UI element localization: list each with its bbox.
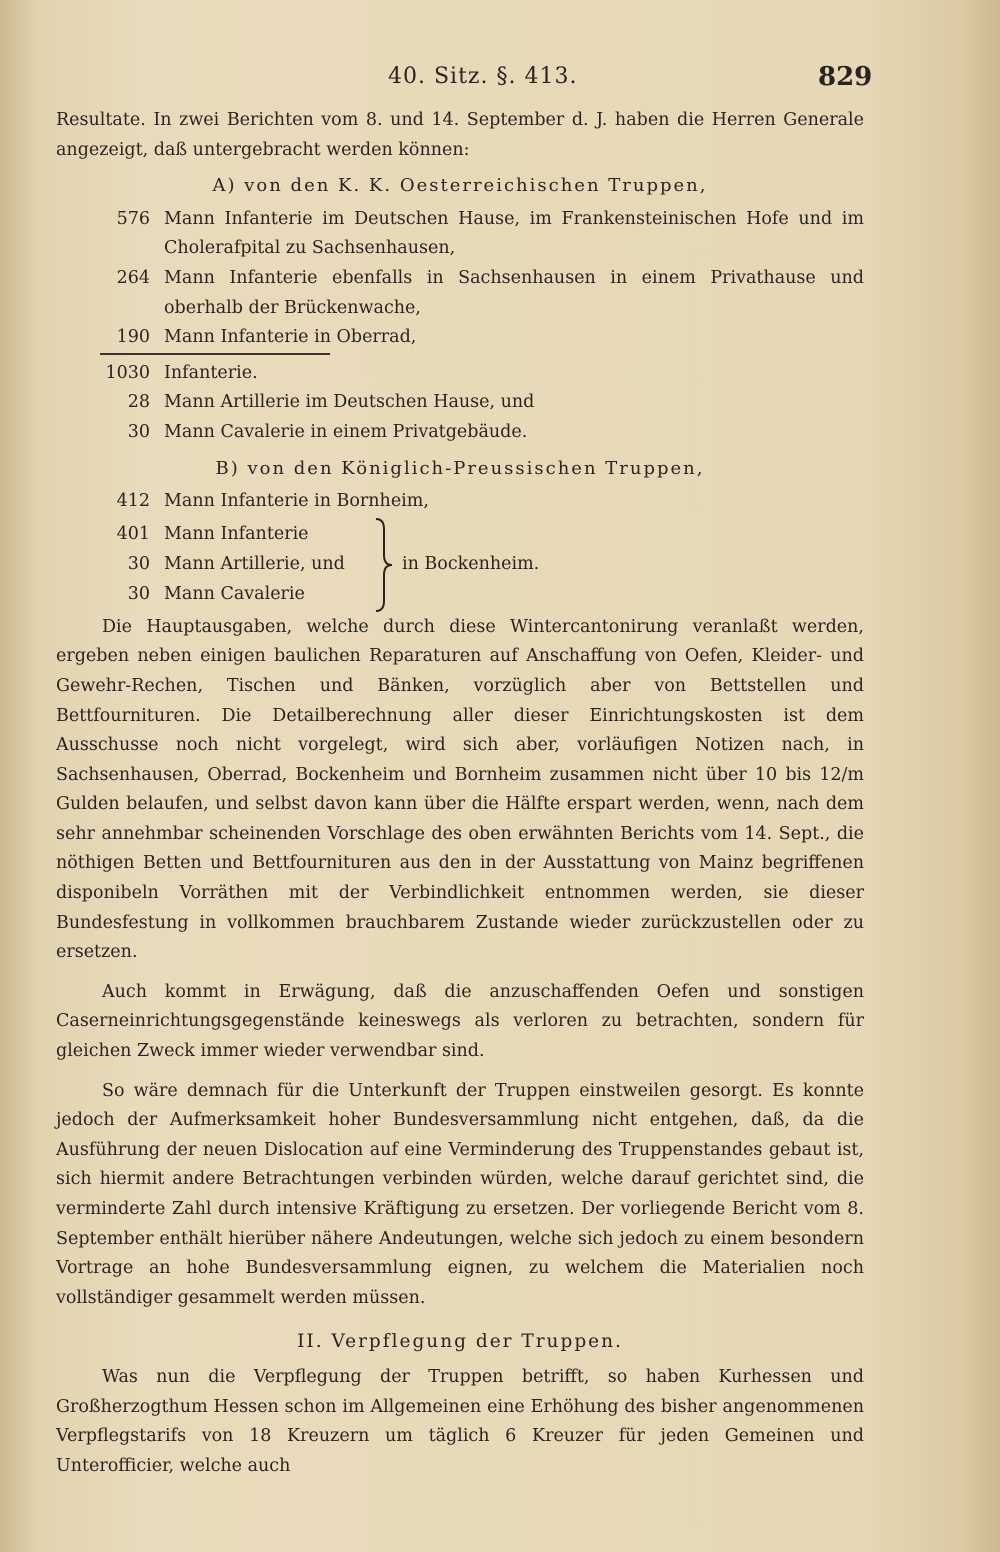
troop-description: Mann Infanterie: [164, 524, 309, 545]
troop-description: Mann Infanterie im Deutschen Hause, im Frankensteinischen Hofe und im Cholerafpital zu Sachsenhausen,: [164, 208, 864, 259]
group-location: in Bockenheim.: [402, 553, 540, 574]
troop-count: 28: [127, 392, 150, 413]
paragraph: Die Hauptausgaben, welche durch diese Wintercantonirung veranlaßt werden, ergeben neben einigen baulichen Reparaturen auf Anschaffung von Oefen, Kleider- und Gewehr-Rechen, Tischen und Bänken, vorzüglich aber von Bettstellen und Bettfournituren. Die Detailberechnung aller dieser Einrichtungskosten ist dem Ausschusse noch nicht vorgelegt, wird sich aber, vorläufigen Notizen nach, in Sachsenhausen, Oberrad, Bockenheim und Bornheim zusammen nicht über 10 bis 12/m Gulden belaufen, und selbst davon kann über die Hälfte erspart werden, wenn, nach dem sehr annehmbar scheinenden Vorschlage des oben erwähnten Berichts vom 14. Sept., die nöthigen Betten und Bettfournituren aus den in der Ausstattung von Mainz begriffenen disponibeln Vorräthen mit der Verbindlichkeit entnommen werden, sie dieser Bundesfestung in vollkommen brauchbarem Zustande wieder zurückzustellen oder zu ersetzen.: [56, 616, 864, 963]
troop-count: 264: [116, 267, 150, 288]
page-number: 829: [818, 62, 873, 92]
troop-description: Mann Infanterie in Oberrad,: [164, 327, 417, 348]
list-item: [56, 323, 864, 353]
section-2-heading: II. Verpflegung der Truppen.: [297, 1331, 623, 1353]
list-item: [56, 418, 864, 448]
list-item: [56, 264, 864, 323]
braced-group: [56, 517, 864, 613]
list-item: [56, 359, 864, 389]
troop-count: 1030: [105, 362, 150, 383]
list-item: [56, 487, 864, 517]
troop-description: Infanterie.: [164, 362, 258, 383]
list-item: [56, 580, 372, 610]
troop-description: Mann Infanterie ebenfalls in Sachsenhausen in einem Privathause und oberhalb der Brückenwache,: [164, 267, 864, 318]
list-item: [56, 520, 372, 550]
troop-description: Mann Cavalerie: [164, 583, 305, 604]
troop-count: 30: [127, 553, 150, 574]
braced-rows: [56, 520, 372, 609]
sum-rule: [100, 353, 330, 355]
troop-count: 412: [116, 491, 150, 512]
page-header: [0, 64, 1000, 100]
running-head: 40. Sitz. §. 413.: [388, 64, 578, 89]
troop-count: 401: [116, 524, 150, 545]
troop-description: Mann Artillerie, und: [164, 553, 345, 574]
intro-paragraph: Resultate. In zwei Berichten vom 8. und 14. September d. J. haben die Herren Generale angezeigt, daß untergebracht werden können:: [56, 110, 864, 160]
troop-description: Mann Cavalerie in einem Privatgebäude.: [164, 421, 528, 442]
list-item: [56, 550, 372, 580]
troop-count: 190: [116, 327, 150, 348]
curly-brace-icon: [372, 517, 394, 613]
troop-count: 576: [116, 208, 150, 229]
troop-description: Mann Infanterie in Bornheim,: [164, 491, 429, 512]
list-item: [56, 205, 864, 264]
paragraph: Was nun die Verpflegung der Truppen betrifft, so haben Kurhessen und Großherzogthum Hessen schon im Allgemeinen eine Erhöhung des bisher angenommenen Verpflegstarifs von 18 Kreuzern um täglich 6 Kreuzer für jeden Gemeinen und Unterofficier, welche auch: [56, 1366, 864, 1476]
section-b-heading: B) von den Königlich-Preussischen Truppen,: [215, 457, 705, 479]
troop-count: 30: [127, 583, 150, 604]
body-text: [56, 106, 864, 1481]
paragraph: Auch kommt in Erwägung, daß die anzuschaffenden Oefen und sonstigen Caserneinrichtungsgegenstände keineswegs als verloren zu betrachten, sondern für gleichen Zweck immer wieder verwendbar sind.: [56, 981, 864, 1062]
troop-description: Mann Artillerie im Deutschen Hause, und: [164, 392, 535, 413]
paragraph: So wäre demnach für die Unterkunft der Truppen einstweilen gesorgt. Es konnte jedoch der Aufmerksamkeit hoher Bundesversammlung nicht entgehen, daß, da die Ausführung der neuen Dislocation auf eine Verminderung des Truppenstandes gebaut ist, sich hiermit andere Betrachtungen verbinden würden, welche darauf gerichtet sind, die verminderte Zahl durch intensive Kräftigung zu ersetzen. Der vorliegende Bericht vom 8. September enthält hierüber nähere Andeutungen, welche sich jedoch zu einem besondern Vortrage an hohe Bundesversammlung eignen, zu welchem die Materialien noch vollständiger gesammelt werden müssen.: [56, 1080, 864, 1308]
section-a-heading: A) von den K. K. Oesterreichischen Truppen,: [212, 175, 708, 197]
list-item: [56, 388, 864, 418]
troop-count: 30: [127, 421, 150, 442]
